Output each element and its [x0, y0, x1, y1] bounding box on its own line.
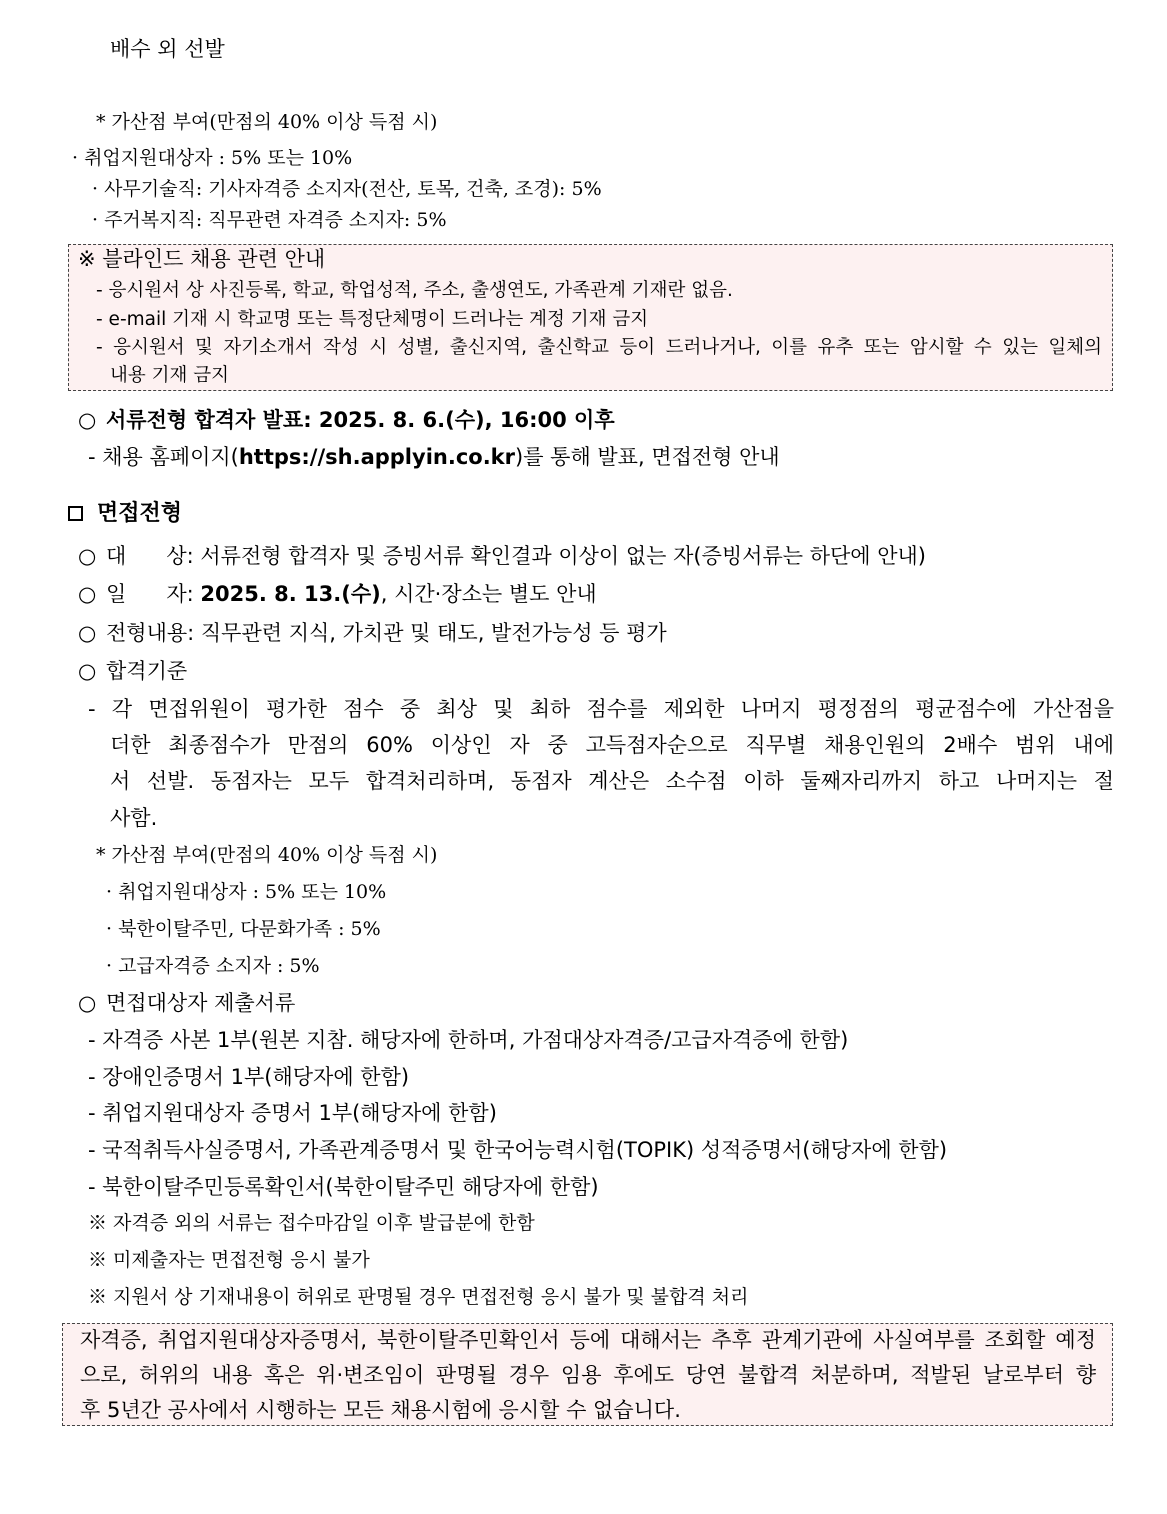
circle-bullet-icon: ○: [78, 408, 97, 432]
bonus-item: · 취업지원대상자 : 5% 또는 10%: [72, 147, 353, 169]
criteria-line: - 각 면접위원이 평가한 점수 중 최상 및 최하 점수를 제외한 나머지 평정점의 평균점수에 가산점을: [88, 697, 1114, 721]
interview-heading-text: 면접전형: [97, 501, 183, 526]
circle-bullet-icon: ○: [78, 621, 97, 645]
docs-title-text: 면접대상자 제출서류: [106, 991, 296, 1015]
circle-bullet-icon: ○: [78, 582, 97, 606]
interview-content: [78, 618, 667, 648]
interview-bonus-item: · 북한이탈주민, 다문화가족 : 5%: [106, 918, 381, 940]
date-label: 일 자:: [106, 582, 194, 606]
interview-note: ※ 지원서 상 기재내용이 허위로 판명될 경우 면접전형 응시 불가 및 불합격 처리: [88, 1286, 749, 1308]
square-bullet-icon: [68, 506, 83, 521]
docs-item: - 북한이탈주민등록확인서(북한이탈주민 해당자에 한함): [88, 1175, 599, 1199]
docs-item: - 취업지원대상자 증명서 1부(해당자에 한함): [88, 1101, 497, 1125]
selection-tail-text: 배수 외 선발: [110, 37, 225, 61]
docs-title: [78, 988, 295, 1018]
criteria-title-text: 합격기준: [106, 659, 188, 683]
warning-line: 으로, 허위의 내용 혹은 위·변조임이 판명될 경우 임용 후에도 당연 불합격 처분하며, 적발된 날로부터 향: [80, 1363, 1096, 1387]
circle-bullet-icon: ○: [78, 991, 97, 1015]
blind-notice-item: - 응시원서 상 사진등록, 학교, 학업성적, 주소, 출생연도, 가족관계 기재란 없음.: [96, 280, 733, 301]
circle-bullet-icon: ○: [78, 659, 97, 683]
content-text: 전형내용: 직무관련 지식, 가치관 및 태도, 발전가능성 등 평가: [106, 621, 667, 645]
doc-result-detail: [88, 442, 780, 472]
blind-notice-item: 내용 기재 금지: [110, 365, 229, 386]
docs-item: - 장애인증명서 1부(해당자에 한함): [88, 1065, 410, 1089]
criteria-title: [78, 656, 187, 686]
interview-note: ※ 미제출자는 면접전형 응시 불가: [88, 1249, 370, 1271]
warning-line: 자격증, 취업지원대상자증명서, 북한이탈주민확인서 등에 대해서는 추후 관계기관에 사실여부를 조회할 예정: [80, 1328, 1096, 1352]
date-value: 2025. 8. 13.(수): [200, 582, 381, 606]
doc-result-heading: [78, 405, 615, 435]
interview-bonus-item: · 취업지원대상자 : 5% 또는 10%: [106, 881, 387, 903]
target-value: 서류전형 합격자 및 증빙서류 확인결과 이상이 없는 자(증빙서류는 하단에 안내): [200, 544, 927, 568]
interview-bonus-item: · 고급자격증 소지자 : 5%: [106, 955, 320, 977]
circle-bullet-icon: ○: [78, 544, 97, 568]
criteria-line: 사함.: [110, 806, 158, 830]
doc-result-title: 서류전형 합격자 발표: 2025. 8. 6.(수), 16:00 이후: [106, 408, 615, 432]
date-suffix: , 시간·장소는 별도 안내: [380, 582, 597, 606]
criteria-line: 서 선발. 동점자는 모두 합격처리하며, 동점자 계산은 소수점 이하 둘째자리까지 하고 나머지는 절: [110, 769, 1114, 793]
blind-notice-item: - e-mail 기재 시 학교명 또는 특정단체명이 드러나는 계정 기재 금지: [96, 309, 649, 330]
interview-date: [78, 579, 597, 609]
warning-line: 후 5년간 공사에서 시행하는 모든 채용시험에 응시할 수 없습니다.: [80, 1398, 681, 1422]
bonus-title: * 가산점 부여(만점의 40% 이상 득점 시): [96, 111, 438, 133]
interview-target: [78, 541, 926, 571]
criteria-line: 더한 최종점수가 만점의 60% 이상인 자 중 고득점자순으로 직무별 채용인원의 2배수 범위 내에: [110, 733, 1114, 757]
interview-note: ※ 자격증 외의 서류는 접수마감일 이후 발급분에 한함: [88, 1212, 535, 1234]
doc-result-prefix: - 채용 홈페이지(: [88, 445, 239, 469]
blind-notice-title: ※ 블라인드 채용 관련 안내: [78, 247, 326, 271]
target-label: 대 상:: [106, 544, 194, 568]
bonus-item: · 주거복지직: 직무관련 자격증 소지자: 5%: [92, 209, 447, 231]
homepage-link[interactable]: https://sh.applyin.co.kr: [238, 445, 515, 469]
interview-bonus-title: * 가산점 부여(만점의 40% 이상 득점 시): [96, 844, 438, 866]
docs-item: - 국적취득사실증명서, 가족관계증명서 및 한국어능력시험(TOPIK) 성적증명서(해당자에 한함): [88, 1138, 948, 1162]
blind-notice-item: - 응시원서 및 자기소개서 작성 시 성별, 출신지역, 출신학교 등이 드러나거나, 이를 유추 또는 암시할 수 있는 일체의: [96, 337, 1102, 358]
interview-heading: [68, 499, 182, 529]
bonus-item: · 사무기술직: 기사자격증 소지자(전산, 토목, 건축, 조경): 5%: [92, 178, 602, 200]
docs-item: - 자격증 사본 1부(원본 지참. 해당자에 한하며, 가점대상자격증/고급자격증에 한함): [88, 1028, 849, 1052]
doc-result-suffix: )를 통해 발표, 면접전형 안내: [515, 445, 780, 469]
